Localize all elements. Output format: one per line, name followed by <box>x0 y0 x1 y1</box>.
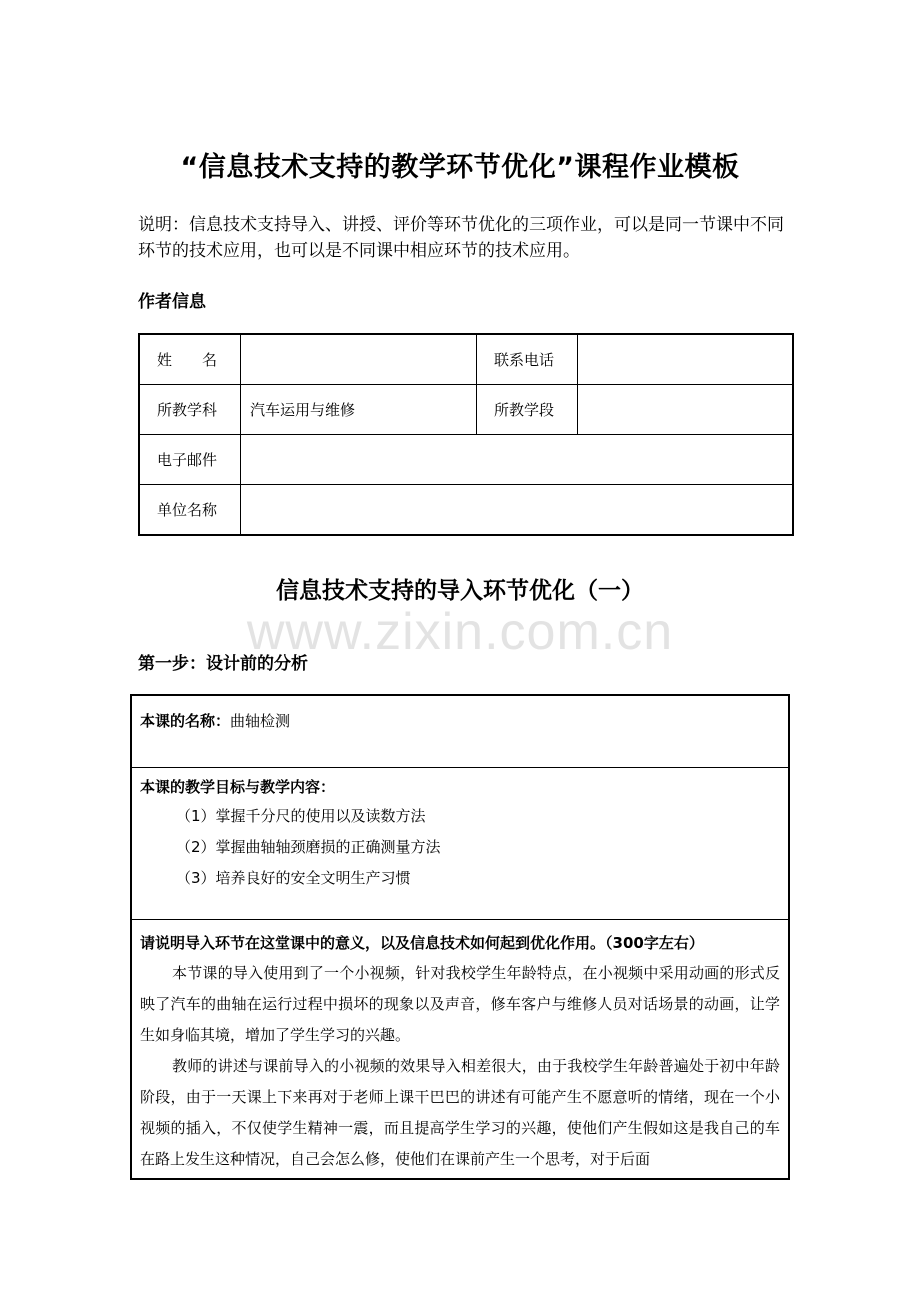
table-row <box>139 385 793 435</box>
grade-level-label: 所教学段 <box>477 385 578 435</box>
answer-paragraph: 教师的讲述与课前导入的小视频的效果导入相差很大，由于我校学生年龄普遍处于初中年龄阶段，由于一天课上下来再对于老师上课干巴巴的讲述有可能产生不愿意听的情绪，现在一个小视频的插入，不仅使学生精神一震，而且提高学生学习的兴趣，使他们产生假如这是我自己的车在路上发生这种情况，自己会怎么修，使他们在课前产生一个思考，对于后面 <box>140 1057 780 1168</box>
phone-label: 联系电话 <box>477 334 578 385</box>
step-heading: 第一步：设计前的分析 <box>138 654 308 674</box>
answer-paragraph: 本节课的导入使用到了一个小视频，针对我校学生年龄特点，在小视频中采用动画的形式反映了汽车的曲轴在运行过程中损坏的现象以及声音，修车客户与维修人员对话场景的动画，让学生如身临其境，增加了学生学习的兴趣。 <box>140 964 780 1044</box>
analysis-table <box>130 694 790 1180</box>
name-value[interactable] <box>241 334 477 385</box>
question-prompt: 请说明导入环节在这堂课中的意义，以及信息技术如何起到优化作用。（300字左右） <box>140 934 704 952</box>
goals-list <box>140 801 780 894</box>
lesson-goals-label: 本课的教学目标与教学内容： <box>140 778 336 796</box>
list-item: （1）掌握千分尺的使用以及读数方法 <box>176 807 426 825</box>
table-row <box>139 485 793 536</box>
watermark: www.zixin.com.cn <box>246 603 674 661</box>
grade-level-value[interactable] <box>578 385 794 435</box>
organization-value[interactable] <box>241 485 794 536</box>
phone-value[interactable] <box>578 334 794 385</box>
document-title: “信息技术支持的教学环节优化”课程作业模板 <box>180 152 740 183</box>
author-info-table <box>138 333 794 536</box>
list-item: （3）培养良好的安全文明生产习惯 <box>176 869 411 887</box>
name-label: 姓 名 <box>139 334 241 385</box>
intro-significance-row <box>132 920 788 1175</box>
lesson-goals-row <box>132 768 788 920</box>
lesson-name-value: 曲轴检测 <box>230 712 291 730</box>
table-row <box>139 435 793 485</box>
organization-label: 单位名称 <box>139 485 241 536</box>
author-info-heading: 作者信息 <box>138 292 206 312</box>
table-row <box>139 334 793 385</box>
instructions-text: 说明：信息技术支持导入、讲授、评价等环节优化的三项作业，可以是同一节课中不同环节的技术应用，也可以是不同课中相应环节的技术应用。 <box>138 215 784 261</box>
lesson-name-row <box>132 696 788 768</box>
email-value[interactable] <box>241 435 794 485</box>
section-title: 信息技术支持的导入环节优化（一） <box>276 578 644 604</box>
subject-value[interactable]: 汽车运用与维修 <box>241 385 477 435</box>
email-label: 电子邮件 <box>139 435 241 485</box>
list-item: （2）掌握曲轴轴颈磨损的正确测量方法 <box>176 838 441 856</box>
lesson-name-label: 本课的名称： <box>140 712 231 730</box>
subject-label: 所教学科 <box>139 385 241 435</box>
